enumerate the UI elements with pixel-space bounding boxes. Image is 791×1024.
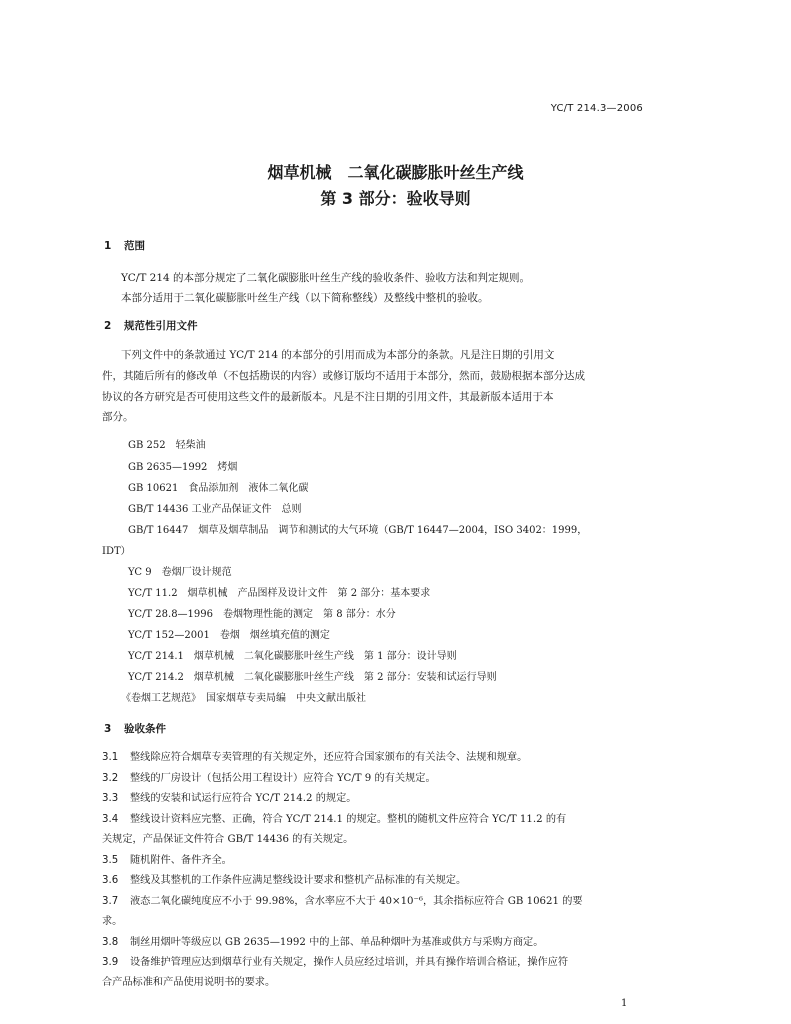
document-title-line2: 第 3 部分：验收导则 [320,189,471,208]
reference-item: YC/T 152—2001 卷烟 烟丝填充值的测定 [128,630,330,641]
reference-item: GB 252 轻柴油 [128,440,206,451]
clause [102,789,647,810]
section2-intro-line: 部分。 [102,411,134,423]
clause-continuation: 求。 [102,916,123,927]
section-number: 3 [104,723,112,735]
clause-number: 3.3 [102,793,119,804]
clause [102,748,647,769]
clause-number: 3.7 [102,896,119,907]
reference-item: YC/T 214.2 烟草机械 二氧化碳膨胀叶丝生产线 第 2 部分：安装和试运行导则 [128,672,497,683]
section-number: 1 [104,240,112,252]
clause-number: 3.9 [102,957,119,968]
reference-item: GB 2635—1992 烤烟 [128,462,238,473]
clause [102,769,647,790]
section-title: 范围 [124,240,145,252]
clause-text: 整线及其整机的工作条件应满足整线设计要求和整机产品标准的有关规定。 [130,875,467,886]
clause-text: 设备维护管理应达到烟草行业有关规定，操作人员应经过培训，并具有操作培训合格证，操作应符 [130,957,569,968]
reference-item: IDT） [102,546,131,557]
clause-text: 整线设计资料应完整、正确，符合 YC/T 214.1 的规定。整机的随机文件应符合 YC/T 11.2 的有 [130,814,567,825]
clause-number: 3.1 [102,752,119,763]
section1-paragraph: YC/T 214 的本部分规定了二氧化碳膨胀叶丝生产线的验收条件、验收方法和判定规则。 [121,272,531,284]
section2-intro-line: 下列文件中的条款通过 YC/T 214 的本部分的引用而成为本部分的条款。凡是注日期的引用文 [121,349,555,361]
clause-text: 整线的厂房设计（包括公用工程设计）应符合 YC/T 9 的有关规定。 [130,773,436,784]
clause-number: 3.6 [102,875,119,886]
clause-number: 3.5 [102,855,119,866]
clause-continuation: 合产品标准和产品使用说明书的要求。 [102,977,276,988]
clause [102,851,647,872]
clause-text: 制丝用烟叶等级应以 GB 2635—1992 中的上部、单品种烟叶为基准或供方与采购方商定。 [130,937,544,948]
clause-number: 3.4 [102,814,119,825]
reference-item: GB/T 14436 工业产品保证文件 总则 [128,504,302,515]
clause [102,933,647,954]
section1-paragraph: 本部分适用于二氧化碳膨胀叶丝生产线（以下简称整线）及整线中整机的验收。 [121,292,489,304]
clause-text: 随机附件、备件齐全。 [130,855,232,866]
clause-text: 整线除应符合烟草专卖管理的有关规定外，还应符合国家颁布的有关法令、法规和规章。 [130,752,528,763]
section1-heading [104,238,145,253]
section3-heading [104,721,166,736]
clause-text: 整线的安装和试运行应符合 YC/T 214.2 的规定。 [130,793,357,804]
standard-code: YC/T 214.3—2006 [550,103,643,114]
page-number: 1 [621,998,628,1009]
clause-continuation: 关规定，产品保证文件符合 GB/T 14436 的有关规定。 [102,834,354,845]
section2-heading [104,318,198,333]
clause-text: 液态二氧化碳纯度应不小于 99.98%，含水率应不大于 40×10⁻⁶，其余指标应符合 GB 10621 的要 [130,896,583,907]
section-title: 规范性引用文件 [124,320,198,332]
reference-item: YC/T 28.8—1996 卷烟物理性能的测定 第 8 部分：水分 [128,609,396,620]
reference-item: 《卷烟工艺规范》 国家烟草专卖局编 中央文献出版社 [121,693,366,704]
clause [102,871,647,892]
clause [102,810,647,831]
reference-item: GB/T 16447 烟草及烟草制品 调节和测试的大气环境（GB/T 16447—2004，ISO 3402：1999， [128,525,588,536]
clause [102,953,647,974]
clause [102,892,647,913]
section-number: 2 [104,320,112,332]
reference-item: YC/T 11.2 烟草机械 产品图样及设计文件 第 2 部分：基本要求 [128,588,431,599]
clause-number: 3.2 [102,773,119,784]
reference-item: GB 10621 食品添加剂 液体二氧化碳 [128,483,309,494]
reference-item: YC/T 214.1 烟草机械 二氧化碳膨胀叶丝生产线 第 1 部分：设计导则 [128,651,457,662]
section2-intro-line: 件，其随后所有的修改单（不包括勘误的内容）或修订版均不适用于本部分，然而，鼓励根据本部分达成 [102,370,585,382]
document-title-line1: 烟草机械 二氧化碳膨胀叶丝生产线 [267,163,524,182]
reference-item: YC 9 卷烟厂设计规范 [128,567,232,578]
clause-number: 3.8 [102,937,119,948]
section-title: 验收条件 [124,723,166,735]
section2-intro-line: 协议的各方研究是否可使用这些文件的最新版本。凡是不注日期的引用文件，其最新版本适用于本 [102,391,554,403]
